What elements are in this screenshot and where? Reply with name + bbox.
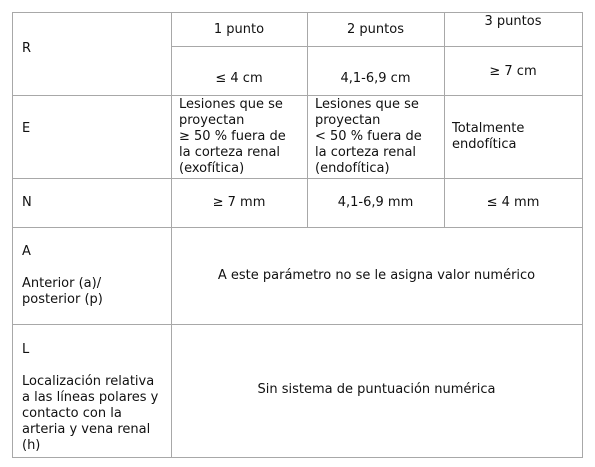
e-cell-1	[179, 97, 286, 177]
a-value: A este parámetro no se le asigna valor numérico	[217, 268, 536, 283]
row-border	[12, 324, 582, 325]
r-value-3: ≥ 7 cm	[489, 64, 537, 79]
row-border	[12, 227, 582, 228]
l-label	[22, 342, 158, 454]
e-cell-1-line: proyectan	[179, 113, 245, 128]
row-label-n: N	[22, 195, 32, 210]
row-label-r: R	[22, 41, 32, 56]
e-cell-2-line: proyectan	[315, 113, 381, 128]
e-cell-3-line: endofítica	[452, 137, 517, 152]
row-border	[12, 12, 582, 13]
row-border	[12, 178, 582, 179]
e-cell-1-line: (exofítica)	[179, 161, 245, 176]
row-border	[171, 46, 582, 47]
l-label-line	[22, 358, 158, 374]
n-value-2: 4,1-6,9 mm	[337, 195, 414, 210]
l-label-line: Localización relativa	[22, 374, 155, 389]
l-label-line: arteria y vena renal	[22, 422, 151, 437]
col-border	[12, 12, 13, 458]
r-value-1: ≤ 4 cm	[215, 71, 263, 86]
n-value-1: ≥ 7 mm	[212, 195, 266, 210]
a-label-line: posterior (p)	[22, 292, 103, 307]
a-label-line: A	[22, 244, 31, 259]
e-cell-2-line: (endofítica)	[315, 161, 390, 176]
n-value-3: ≤ 4 mm	[486, 195, 540, 210]
e-cell-3-line: Totalmente	[452, 121, 525, 136]
l-label-line: (h)	[22, 438, 41, 453]
l-label-line: a las líneas polares y	[22, 390, 159, 405]
row-border	[12, 457, 582, 458]
l-label-line: contacto con la	[22, 406, 122, 421]
header-3-puntos: 3 puntos	[484, 14, 542, 29]
e-cell-1-line: ≥ 50 % fuera de	[179, 129, 286, 144]
e-cell-3	[452, 121, 524, 153]
header-2-puntos: 2 puntos	[347, 22, 404, 37]
a-label	[22, 244, 103, 308]
row-border	[12, 95, 582, 96]
row-label-e: E	[22, 121, 31, 136]
e-cell-1-line: Lesiones que se	[179, 97, 283, 112]
l-label-line: L	[22, 342, 30, 357]
e-cell-2-line: Lesiones que se	[315, 97, 419, 112]
e-cell-2-line: < 50 % fuera de	[315, 129, 422, 144]
e-cell-2-line: la corteza renal	[315, 145, 417, 160]
a-label-line	[22, 260, 103, 276]
e-cell-1-line: la corteza renal	[179, 145, 281, 160]
l-value: Sin sistema de puntuación numérica	[257, 382, 496, 397]
r-value-2: 4,1-6,9 cm	[340, 71, 411, 86]
a-label-line: Anterior (a)/	[22, 276, 102, 291]
header-1-punto: 1 punto	[213, 22, 265, 37]
e-cell-2	[315, 97, 422, 177]
col-border	[582, 12, 583, 458]
